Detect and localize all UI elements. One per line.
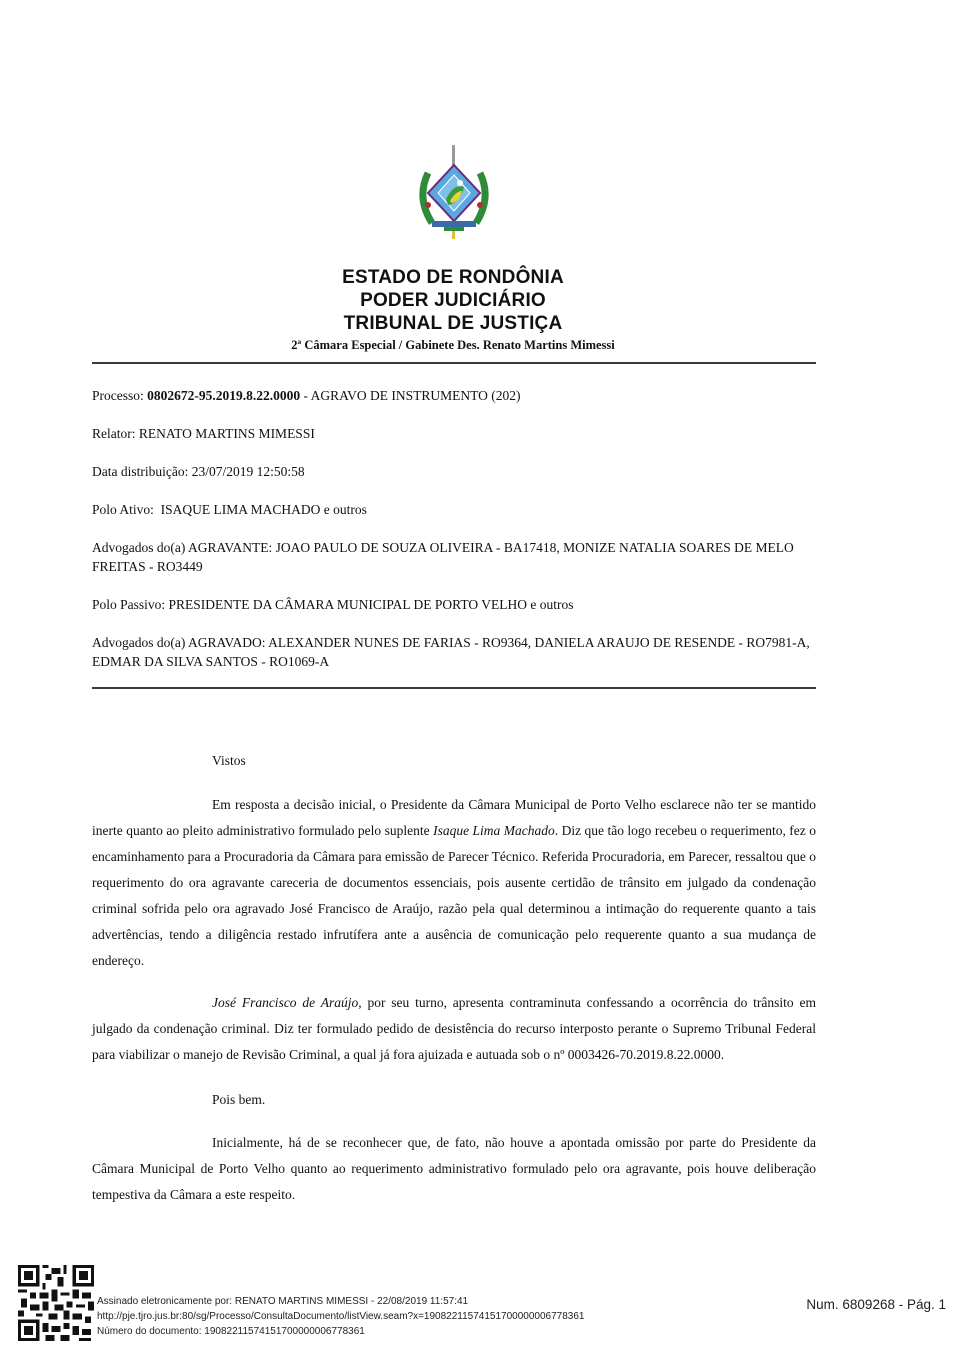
case-relator: Relator: RENATO MARTINS MIMESSI [92,426,315,441]
processo-number: 0802672-95.2019.8.22.0000 [147,388,301,403]
case-advogados-agravante: Advogados do(a) AGRAVANTE: JOAO PAULO DE SOUZA OLIVEIRA - BA17418, MONIZE NATALIA SOARES DE MELO FREITAS - RO3449 [92,540,794,574]
signature-line: Assinado eletronicamente por: RENATO MARTINS MIMESSI - 22/08/2019 11:57:41 [97,1296,469,1307]
processo-label: Processo: [92,388,148,403]
body-paragraph-2 [92,990,816,1068]
case-polo-ativo: Polo Ativo: ISAQUE LIMA MACHADO e outros [92,502,367,517]
case-polo-passivo: Polo Passivo: PRESIDENTE DA CÂMARA MUNICIPAL DE PORTO VELHO e outros [92,597,574,612]
rondonia-coat-of-arms-icon [414,143,494,243]
case-processo [92,386,816,405]
header-power-name: PODER JUDICIÁRIO [360,290,546,311]
body-vistos: Vistos [212,753,246,768]
p2-italic-name: José Francisco de Araújo [212,995,359,1010]
p1-text-b: . Diz que tão logo recebeu o requerimento, fez o encaminhamento para a Procuradoria da Câmara para emissão de Parecer Técnico. Referida Procuradoria, em Parecer, ressaltou que o requerimento do ora agravante careceria de documentos essenciais, pois ausente certidão de trânsito em julgado da condenação criminal sofrida pelo ora agravado José Francisco de Araújo, razão pela qual determinou a intimação do requerente quanto a tais advertências, tendo a diligência restado infrutífera ante a ausência de comunicação pelo requerente quanto a sua mudança de endereço. [92,823,816,968]
document-number: Número do documento: 19082211574151700000006778361 [97,1326,365,1337]
p1-text-a: Em resposta a decisão inicial, o Presidente da Câmara Municipal de Porto Velho esclarece não ter se mantido inerte quanto ao pleito administrativo formulado pelo suplente [92,797,816,838]
case-data-distribuicao: Data distribuição: 23/07/2019 12:50:58 [92,464,305,479]
p2-text: , por seu turno, apresenta contraminuta confessando a ocorrência do trânsito em julgado da condenação criminal. Diz ter formulado pedido de desistência do recurso interposto perante o Supremo Tribunal Federal para viabilizar o manejo de Revisão Criminal, a qual já fora ajuizada e autuada sob o nº 0003426-70.2019.8.22.0000. [92,995,816,1062]
header-divider [92,362,816,364]
qr-code-icon[interactable] [18,1265,94,1341]
body-paragraph-3: Pois bem. [212,1092,266,1107]
page-number: Num. 6809268 - Pág. 1 [806,1297,946,1312]
header-chamber-subtitle: 2ª Câmara Especial / Gabinete Des. Renato Martins Mimessi [291,338,615,352]
metadata-divider [92,687,816,689]
document-url-link[interactable]: http://pje.tjro.jus.br:80/sg/Processo/ConsultaDocumento/listView.seam?x=19082211574151700000006778361 [97,1311,585,1322]
case-advogados-agravado: Advogados do(a) AGRAVADO: ALEXANDER NUNES DE FARIAS - RO9364, DANIELA ARAUJO DE RESENDE - RO7981-A, EDMAR DA SILVA SANTOS - RO1069-A [92,635,810,669]
header-state-name: ESTADO DE RONDÔNIA [342,267,564,288]
body-paragraph-1 [92,792,816,974]
body-paragraph-4: Inicialmente, há de se reconhecer que, de fato, não houve a apontada omissão por parte do Presidente da Câmara Municipal de Porto Velho quanto ao requerimento administrativo formulado pelo ora agravante, pois houve deliberação tempestiva da Câmara a este respeito. [92,1135,816,1202]
p1-italic-name: Isaque Lima Machado [433,823,555,838]
processo-type: - AGRAVO DE INSTRUMENTO (202) [300,388,521,403]
header-court-name: TRIBUNAL DE JUSTIÇA [343,313,563,334]
